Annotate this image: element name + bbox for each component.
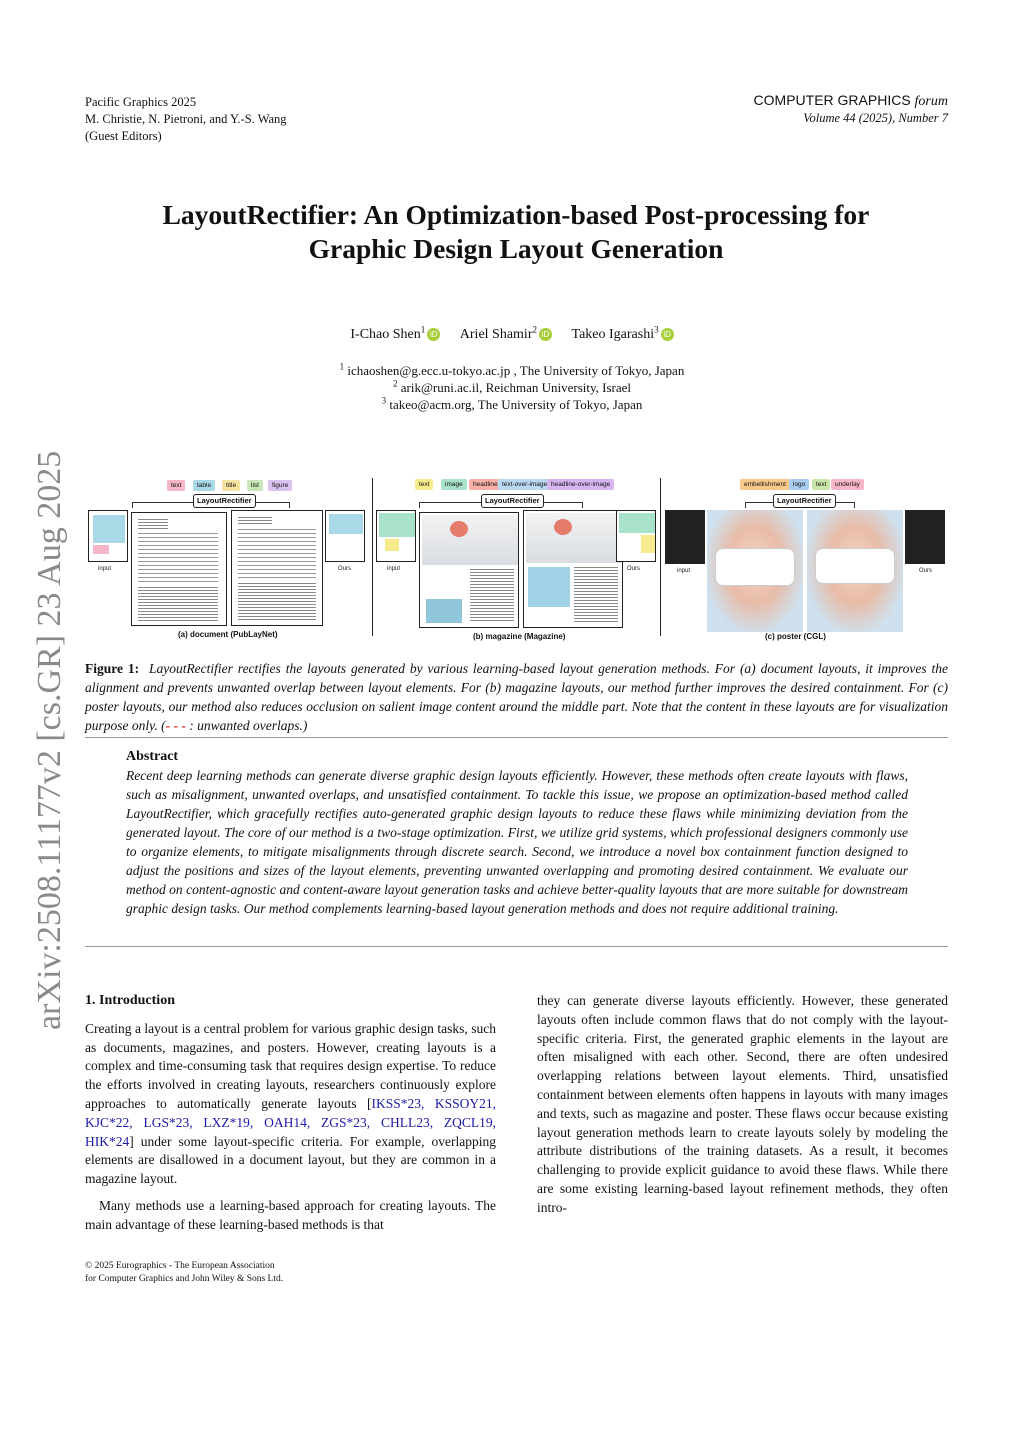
ours-poster-underlay <box>815 548 895 584</box>
author: I-Chao Shen$^1$iD <box>350 327 440 342</box>
legend-tag: logo <box>789 479 809 490</box>
legend-tag: image <box>441 479 467 490</box>
ours-label: Ours <box>338 566 352 572</box>
left-column <box>85 992 496 1243</box>
input-poster-underlay <box>715 548 795 586</box>
guest-editors-note: (Guest Editors) <box>85 129 162 143</box>
orcid-icon[interactable]: iD <box>427 328 440 341</box>
method-box: LayoutRectifier <box>773 494 836 508</box>
paragraph: Creating a layout is a central problem for various graphic design tasks, such as documents, magazines, and posters. However, creating layouts is a complex and time-consuming task that requires design expertise. To reduce the efforts involved in creating layouts, researchers continuously explore approaches to automatically generate layouts [IKSS*23, KSSOY21, KJC*22, LGS*23, LXZ*19, OAH14, ZGS*23, CHLL23, ZQCL19, HIK*24] under some layout-specific criteria. For example, overlapping elements are disallowed in a document layout, but they are common in a magazine layout. <box>85 1020 496 1187</box>
input-layout <box>665 510 705 564</box>
orcid-icon[interactable]: iD <box>539 328 552 341</box>
legend-tag: embellishment <box>740 479 790 490</box>
citation-links[interactable]: IKSS*23, KSSOY21, KJC*22, LGS*23, LXZ*19, OAH14, ZGS*23, CHLL23, ZQCL19, HIK*24 <box>85 1095 496 1149</box>
affiliation: $^1$ ichaoshen@g.ecc.u-tokyo.ac.jp , The University of Tokyo, Japan <box>339 361 685 378</box>
ours-layout <box>325 510 365 562</box>
panel-divider <box>372 478 373 636</box>
divider <box>85 737 948 738</box>
affiliation: $^3$ takeo@acm.org, The University of Tokyo, Japan <box>381 395 643 412</box>
abstract <box>126 747 908 918</box>
journal-name: COMPUTER GRAPHICS forum <box>753 92 948 109</box>
arxiv-stamp: arXiv:2508.11177v2 [cs.GR] 23 Aug 2025 <box>31 450 68 1030</box>
input-layout <box>376 510 416 562</box>
legend-tag: table <box>193 480 215 491</box>
input-document <box>131 512 227 626</box>
figure-caption: Figure 1: LayoutRectifier rectifies the layouts generated by various learning-based layout generation methods. For (a) document layouts, it improves the alignment and prevents unwanted overlap between layout elements. For (b) magazine layouts, our method further improves the desired containment. For (c) poster layouts, our method also reduces occlusion on salient image content around the middle part. Note that the content in these layouts are for visualization purpose only. (- - - : unwanted overlaps.) <box>85 661 948 733</box>
paper-title: LayoutRectifier: An Optimization-based Post-processing for Graphic Design Layout Generation <box>162 199 870 264</box>
abstract-heading: Abstract <box>126 749 179 764</box>
affiliation: $^2$ arik@runi.ac.il, Reichman University, Israel <box>393 378 631 395</box>
legend-tag: text <box>812 479 830 490</box>
journal-volume: Volume 44 (2025), Number 7 <box>803 111 948 125</box>
header-left <box>85 94 287 145</box>
legend-tag: headline-over-image <box>547 479 614 490</box>
panel-caption: (a) document (PubLayNet) <box>178 630 278 639</box>
legend-tag: list <box>247 480 263 491</box>
affiliations <box>0 362 1024 413</box>
conference-name: Pacific Graphics 2025 <box>85 95 197 109</box>
author: Takeo Igarashi$^3$iD <box>572 327 674 342</box>
legend-tag: text <box>167 480 185 491</box>
teaser-figure <box>85 476 947 642</box>
input-label: input <box>98 566 112 572</box>
ours-label: Ours <box>919 568 933 574</box>
overlap-legend-symbol: - - - <box>165 718 186 733</box>
input-label: input <box>677 568 691 574</box>
legend-tag: figure <box>268 480 292 491</box>
orcid-icon[interactable]: iD <box>661 328 674 341</box>
legend-tag: title <box>222 480 240 491</box>
ours-label: Ours <box>627 566 641 572</box>
author: Ariel Shamir$^2$iD <box>460 327 552 342</box>
paragraph: they can generate diverse layouts efficiently. However, these generated layouts often include common flaws that do not comply with the layout-specific criteria. First, the generated graphic elements in the layout are often misaligned with each other. Second, there are often undesired overlapping relations between layout elements. Third, unsatisfied containment between elements often happens in layouts with many images and texts, such as magazine and poster. These flaws occur because existing layout generation methods learn to create layouts solely by modeling the attribute distributions of the training datasets. As a result, it becomes challenging to provide explicit guidance to avoid these flaws. While there are some existing learning-based layout refinement methods, they often intro- <box>537 993 948 1215</box>
method-box: LayoutRectifier <box>193 494 256 508</box>
right-column <box>537 992 948 1226</box>
input-layout <box>88 510 128 562</box>
legend-tag: headline <box>469 479 502 490</box>
figure-label: Figure 1: <box>85 661 140 676</box>
ours-layout <box>616 510 656 562</box>
legend-tag: text <box>415 479 433 490</box>
panel-divider <box>660 478 661 636</box>
author-list <box>0 324 1024 343</box>
panel-caption: (c) poster (CGL) <box>765 632 826 641</box>
input-label: input <box>387 566 401 572</box>
input-magazine <box>419 512 519 628</box>
ours-document <box>231 510 323 626</box>
section-heading: 1. Introduction <box>85 993 175 1008</box>
legend-tag: text-over-image <box>498 479 551 490</box>
legend-tag: underlay <box>831 479 864 490</box>
paragraph: Many methods use a learning-based approach for creating layouts. The main advantage of these learning-based methods is that <box>85 1197 496 1232</box>
abstract-text: Recent deep learning methods can generate diverse graphic design layouts efficiently. However, these methods often create layouts with flaws, such as misalignment, unwanted overlaps, and unsatisfied containment. To tackle this issue, we propose an optimization-based method called LayoutRectifier, which gracefully rectifies auto-generated graphic design layouts to reduce these flaws while minimizing deviation from the generated layout. The core of our method is a two-stage optimization. First, we utilize grid systems, which professional designers commonly use to organize elements, to mitigate misalignments through discrete search. Second, we introduce a novel box containment function designed to adjust the positions and sizes of the layout elements, preventing unwanted overlapping and promoting desired containment. We evaluate our method on content-agnostic and content-aware layout generation tasks and achieve better-quality layouts that are more suitable for downstream graphic design tasks. Our method complements learning-based layout generation methods and does not require additional training. <box>126 768 908 916</box>
divider <box>85 946 948 947</box>
ours-magazine <box>523 510 623 628</box>
editors: M. Christie, N. Pietroni, and Y.-S. Wang <box>85 112 287 126</box>
ours-layout <box>905 510 945 564</box>
header-right <box>754 92 948 127</box>
copyright-footer: © 2025 Eurographics - The European Association for Computer Graphics and John Wiley & Sons Ltd. <box>85 1261 284 1284</box>
method-box: LayoutRectifier <box>481 494 544 508</box>
panel-caption: (b) magazine (Magazine) <box>473 632 566 641</box>
